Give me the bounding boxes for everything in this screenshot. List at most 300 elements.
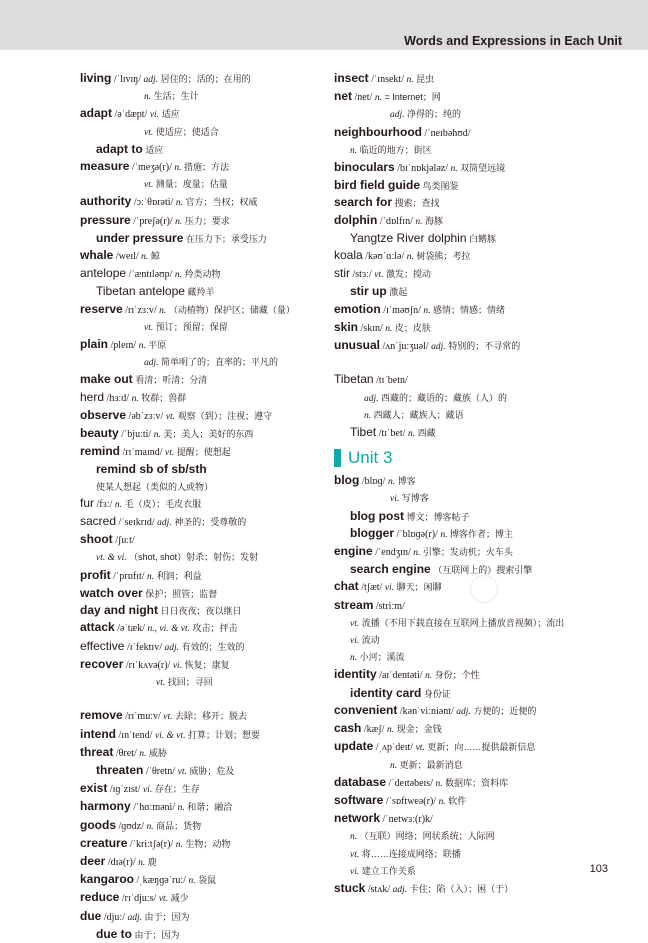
part-of-speech: n. bbox=[387, 477, 396, 488]
page-header-title: Words and Expressions in Each Unit bbox=[404, 34, 622, 48]
phonetic: /ˈblɒɡə(r)/ bbox=[396, 528, 438, 540]
definition: （互联）网络；网状系统；人际网 bbox=[359, 831, 495, 842]
phonetic: /ˈhɑːməni/ bbox=[133, 802, 176, 814]
definition: 博客 bbox=[397, 476, 416, 487]
part-of-speech: n. bbox=[364, 410, 372, 421]
headword-nonbold: herd bbox=[80, 389, 105, 404]
vocab-entry bbox=[80, 495, 325, 513]
vocab-entry bbox=[80, 247, 325, 265]
phonetic: /djuː/ bbox=[103, 911, 125, 923]
part-of-speech: adj. bbox=[164, 642, 180, 653]
definition: 现金；金钱 bbox=[396, 724, 442, 735]
phonetic: /θret/ bbox=[115, 747, 137, 759]
vocab-entry bbox=[80, 780, 325, 798]
vocab-entry bbox=[80, 407, 325, 425]
phonetic: /ˌʌpˈdeɪt/ bbox=[375, 742, 414, 754]
headword: emotion bbox=[334, 301, 381, 316]
headword: threat bbox=[80, 744, 114, 759]
phonetic: /kənˈviːniənt/ bbox=[399, 705, 454, 717]
definition: = Internet；网 bbox=[384, 92, 441, 103]
definition: 平原 bbox=[148, 340, 167, 351]
definition: 生活；生计 bbox=[153, 91, 199, 102]
definition: 找回；寻回 bbox=[167, 676, 213, 687]
part-of-speech: n. bbox=[385, 323, 393, 334]
part-of-speech: n. bbox=[413, 548, 421, 559]
definition: 去除；移开；脱去 bbox=[175, 711, 248, 722]
vocab-entry bbox=[80, 513, 325, 531]
vocab-entry bbox=[80, 301, 325, 319]
vocab-entry bbox=[80, 88, 325, 105]
vocab-entry bbox=[80, 425, 325, 443]
vocab-entry bbox=[80, 656, 325, 674]
unit-heading bbox=[334, 448, 634, 468]
part-of-speech: vi. bbox=[149, 110, 160, 121]
part-of-speech: adj. bbox=[390, 110, 405, 121]
definition: 身份证 bbox=[423, 688, 451, 699]
part-of-speech: n. bbox=[374, 93, 382, 104]
part-of-speech: n. bbox=[138, 341, 146, 352]
part-of-speech: vt. bbox=[144, 127, 154, 138]
headword: watch over bbox=[80, 585, 143, 600]
definition: 使某人想起（类似的人或物） bbox=[96, 481, 214, 492]
definition: 看清；听清；分清 bbox=[135, 375, 208, 386]
definition: 引擎；发动机；火车头 bbox=[422, 547, 513, 558]
part-of-speech: n. bbox=[177, 803, 185, 814]
headword: database bbox=[334, 774, 387, 789]
headword: blog post bbox=[350, 508, 404, 523]
headword: recover bbox=[80, 656, 124, 671]
phonetic: /ɔːˈθɒrəti/ bbox=[133, 197, 174, 209]
vocab-entry bbox=[80, 212, 325, 230]
phonetic: /ɡʊdz/ bbox=[118, 820, 144, 832]
phonetic: /ˈnetwɜː(r)k/ bbox=[382, 814, 433, 826]
vocab-entry bbox=[80, 531, 325, 549]
vocab-entry bbox=[334, 615, 634, 632]
spacer bbox=[80, 691, 325, 707]
headword: due bbox=[80, 908, 102, 923]
part-of-speech: n. bbox=[390, 760, 398, 771]
definition: （动植物）保护区；储藏（量） bbox=[168, 304, 295, 315]
definition: 威胁；危及 bbox=[189, 765, 235, 776]
phonetic: /pleɪn/ bbox=[110, 340, 137, 352]
phonetic: /ˈkriːtʃə(r)/ bbox=[129, 838, 174, 850]
headword: exist bbox=[80, 781, 108, 796]
part-of-speech: n. bbox=[153, 430, 161, 441]
definition: 保护；照管；监督 bbox=[145, 588, 218, 599]
phonetic: /əbˈzɜːv/ bbox=[128, 410, 164, 422]
vocab-entry bbox=[334, 407, 634, 424]
vocab-entry bbox=[80, 871, 325, 889]
phonetic: /ʃuːt/ bbox=[115, 535, 135, 547]
vocab-entry bbox=[334, 490, 634, 507]
vocab-entry bbox=[80, 744, 325, 762]
headword: skin bbox=[334, 319, 359, 334]
headword: neighbourhood bbox=[334, 124, 422, 139]
vocab-entry bbox=[80, 371, 325, 388]
definition: 观察（到）；注视；遵守 bbox=[177, 410, 273, 421]
definition: 身份；个性 bbox=[434, 670, 480, 681]
phonetic: /əˈtæk/ bbox=[117, 623, 145, 635]
vocab-entry bbox=[334, 880, 634, 898]
definition: 感情；情感；情绪 bbox=[433, 304, 506, 315]
headword-nonbold: stir bbox=[334, 266, 350, 281]
part-of-speech: vt. bbox=[165, 448, 175, 459]
part-of-speech: n. bbox=[131, 393, 139, 404]
part-of-speech: adj. bbox=[431, 342, 446, 353]
vocab-entry bbox=[334, 106, 634, 123]
vocab-entry bbox=[334, 774, 634, 792]
definition: 写博客 bbox=[401, 493, 429, 504]
phonetic: /rɪˈkʌvə(r)/ bbox=[125, 659, 171, 671]
headword: remove bbox=[80, 708, 123, 723]
definition: 激发；搅动 bbox=[386, 269, 432, 280]
unit-marker-bar bbox=[334, 449, 341, 467]
part-of-speech: n. bbox=[440, 529, 448, 540]
headword-nonbold: sacred bbox=[80, 514, 117, 529]
phonetic: /ˈæntɪləʊp/ bbox=[128, 269, 173, 281]
part-of-speech: n. bbox=[386, 725, 395, 736]
phonetic: /ˈlɪvɪŋ/ bbox=[113, 74, 142, 85]
headword: plain bbox=[80, 337, 109, 352]
definition: 鸟类图鉴 bbox=[422, 181, 459, 192]
definition: （shot, shot）射杀；射伤；发射 bbox=[129, 552, 259, 563]
headword: creature bbox=[80, 835, 128, 850]
vocab-entry bbox=[80, 105, 325, 123]
vocab-entry bbox=[80, 141, 325, 158]
headword: bird field guide bbox=[334, 178, 420, 193]
vocab-entry bbox=[334, 720, 634, 738]
definition: 聊天；闲聊 bbox=[396, 582, 442, 593]
phonetic: /ˈbjuːti/ bbox=[121, 429, 152, 441]
vocab-entry bbox=[80, 798, 325, 816]
part-of-speech: n. bbox=[435, 778, 443, 789]
definition: 简单明了的；直率的；平凡的 bbox=[161, 357, 279, 368]
headword: stir up bbox=[350, 284, 387, 299]
headword: harmony bbox=[80, 799, 131, 814]
phonetic: /stʌk/ bbox=[367, 883, 391, 895]
part-of-speech: n. bbox=[350, 653, 358, 664]
vocab-entry bbox=[334, 543, 634, 561]
definition: 威胁 bbox=[148, 747, 167, 758]
part-of-speech: n. bbox=[406, 75, 414, 85]
definition: 和谐；融洽 bbox=[187, 802, 233, 813]
phonetic: /tʃæt/ bbox=[361, 582, 383, 594]
vocab-entry bbox=[334, 649, 634, 666]
headword: remind sb of sb/sth bbox=[96, 462, 207, 477]
definition: 西藏 bbox=[417, 428, 436, 439]
headword: identity card bbox=[350, 685, 422, 700]
vocab-entry bbox=[334, 390, 634, 407]
part-of-speech: vi. bbox=[390, 494, 400, 505]
part-of-speech: n. bbox=[350, 145, 358, 156]
part-of-speech: n. bbox=[350, 832, 358, 843]
headword: beauty bbox=[80, 426, 119, 441]
headword: remind bbox=[80, 444, 121, 459]
headword-nonbold: Tibetan bbox=[334, 372, 374, 387]
definition: 建立工作关系 bbox=[361, 865, 416, 876]
definition: 测量；度量；估量 bbox=[155, 179, 228, 190]
definition: 方便的；近便的 bbox=[473, 705, 537, 716]
phonetic: /rɪˈdjuːs/ bbox=[121, 893, 157, 905]
phonetic: /tɪˈbetn/ bbox=[376, 375, 408, 387]
part-of-speech: n. bbox=[174, 163, 182, 174]
definition: 羚类动物 bbox=[184, 269, 221, 280]
vocab-entry bbox=[80, 762, 325, 780]
headword: threaten bbox=[96, 762, 144, 777]
definition: 恢复；康复 bbox=[184, 659, 230, 670]
vocab-entry bbox=[80, 726, 325, 744]
part-of-speech: n. bbox=[144, 92, 152, 103]
headword: software bbox=[334, 792, 384, 807]
phonetic: /ˈseɪkrɪd/ bbox=[118, 517, 155, 529]
definition: 措施；方法 bbox=[184, 162, 230, 173]
vocab-entry bbox=[80, 443, 325, 461]
part-of-speech: vi. bbox=[384, 583, 395, 594]
vocab-entry bbox=[80, 336, 325, 354]
phonetic: /rɪˈzɜːv/ bbox=[125, 304, 157, 316]
headword: deer bbox=[80, 853, 106, 868]
phonetic: /dɪə(r)/ bbox=[107, 856, 136, 868]
part-of-speech: vi. bbox=[350, 636, 360, 647]
phonetic: /ɪnˈtend/ bbox=[118, 729, 153, 741]
part-of-speech: n. bbox=[188, 876, 196, 887]
phonetic: /ˈθretn/ bbox=[145, 765, 176, 777]
phonetic: /ˈdɒlfɪn/ bbox=[379, 215, 413, 227]
part-of-speech: n. bbox=[415, 216, 423, 227]
part-of-speech: n. bbox=[159, 305, 167, 316]
vocab-entry bbox=[80, 619, 325, 637]
phonetic: /tɪˈbet/ bbox=[378, 428, 406, 440]
vocab-entry bbox=[80, 567, 325, 585]
definition: 减少 bbox=[170, 893, 189, 904]
definition: 博客作者；博主 bbox=[450, 528, 514, 539]
definition: 更新；最新消息 bbox=[399, 759, 463, 770]
definition: 鹿 bbox=[147, 856, 157, 867]
vocab-entry bbox=[334, 177, 634, 194]
part-of-speech: n. bbox=[147, 571, 155, 582]
part-of-speech: vt. & vi. bbox=[96, 553, 127, 564]
vocab-entry bbox=[334, 212, 634, 230]
definition: 提醒；使想起 bbox=[176, 447, 231, 458]
definition: 存在；生存 bbox=[154, 784, 200, 795]
part-of-speech: n. bbox=[146, 821, 154, 832]
vocab-entry bbox=[80, 585, 325, 602]
part-of-speech: n. bbox=[425, 671, 433, 682]
definition: 卡住；陷（入）；困（于） bbox=[409, 883, 514, 894]
headword: search engine bbox=[350, 562, 431, 577]
part-of-speech: n. bbox=[175, 216, 183, 227]
headword: profit bbox=[80, 567, 111, 582]
headword: dolphin bbox=[334, 212, 378, 227]
definition: 搜索；查找 bbox=[394, 198, 440, 209]
part-of-speech: vt. bbox=[177, 766, 187, 777]
definition: 博文；博客帖子 bbox=[406, 511, 470, 522]
part-of-speech: adj. bbox=[456, 706, 471, 717]
right-column-top-list bbox=[334, 70, 634, 442]
definition: 攻击；抨击 bbox=[192, 623, 238, 634]
headword-nonbold: fur bbox=[80, 495, 95, 510]
headword: goods bbox=[80, 817, 116, 832]
definition: 白鳍豚 bbox=[469, 233, 497, 244]
definition: 日日夜夜；夜以继日 bbox=[160, 606, 242, 617]
headword: day and night bbox=[80, 603, 158, 618]
definition: 居住的；活的；在用的 bbox=[160, 74, 251, 84]
part-of-speech: n. bbox=[139, 748, 147, 759]
definition: 海豚 bbox=[425, 215, 444, 226]
headword: identity bbox=[334, 667, 377, 682]
phonetic: /ˈprɒfɪt/ bbox=[113, 570, 145, 582]
vocab-entry bbox=[80, 158, 325, 176]
definition: 双筒望远镜 bbox=[460, 163, 506, 174]
definition: 适应 bbox=[161, 109, 180, 120]
phonetic: /bɪˈnɒkjələz/ bbox=[397, 163, 448, 175]
definition: 西藏的；藏语的；藏族（人）的 bbox=[381, 392, 508, 403]
vocab-entry bbox=[80, 853, 325, 871]
vocab-entry bbox=[334, 632, 634, 649]
headword: chat bbox=[334, 579, 359, 594]
vocab-entry bbox=[80, 889, 325, 907]
definition: 商品；货物 bbox=[156, 820, 202, 831]
headword: make out bbox=[80, 372, 133, 387]
phonetic: /rɪˈmuːv/ bbox=[125, 711, 161, 723]
phonetic: /ˈsɒftweə(r)/ bbox=[385, 795, 437, 807]
phonetic: /striːm/ bbox=[375, 600, 405, 612]
definition: 净得的；纯的 bbox=[407, 109, 462, 120]
headword: unusual bbox=[334, 338, 381, 353]
definition: 鲸 bbox=[150, 251, 160, 262]
vocab-entry bbox=[80, 70, 325, 88]
headword-nonbold: Yangtze River dolphin bbox=[350, 230, 467, 245]
headword: stuck bbox=[334, 880, 366, 895]
part-of-speech: vi. & vt. bbox=[154, 730, 186, 741]
headword: living bbox=[80, 71, 112, 85]
vocab-entry bbox=[334, 265, 634, 283]
part-of-speech: n. bbox=[175, 198, 183, 209]
unit-title: Unit 3 bbox=[348, 448, 393, 468]
definition: 激起 bbox=[389, 287, 408, 298]
definition: 打算；计划；想要 bbox=[188, 729, 261, 740]
vocab-entry bbox=[80, 461, 325, 478]
part-of-speech: vt. bbox=[350, 618, 360, 629]
vocab-entry bbox=[334, 666, 634, 684]
watermark-seal bbox=[470, 575, 498, 603]
vocab-entry bbox=[80, 817, 325, 835]
phonetic: /ɪˈməʊʃn/ bbox=[383, 304, 421, 316]
definition: 数据库；资料库 bbox=[445, 777, 509, 788]
headword: adapt to bbox=[96, 141, 143, 156]
vocab-entry bbox=[334, 472, 634, 490]
headword: measure bbox=[80, 159, 130, 174]
definition: 使适应；使适合 bbox=[155, 126, 219, 137]
vocab-entry bbox=[334, 757, 634, 774]
phonetic: /kəʊˈɑːlə/ bbox=[365, 251, 405, 263]
part-of-speech: n., vi. & vt. bbox=[147, 624, 190, 635]
headword: blog bbox=[334, 473, 360, 488]
phonetic: /ˈpreʃə(r)/ bbox=[133, 215, 173, 227]
headword: shoot bbox=[80, 532, 113, 547]
definition: 小河；溪流 bbox=[359, 652, 405, 663]
vocab-entry bbox=[334, 792, 634, 810]
part-of-speech: n. bbox=[175, 839, 183, 850]
vocab-entry bbox=[334, 810, 634, 828]
vocab-entry bbox=[334, 337, 634, 355]
headword: network bbox=[334, 811, 381, 826]
definition: 昆虫 bbox=[416, 74, 435, 84]
headword: reduce bbox=[80, 890, 120, 905]
phonetic: /weɪl/ bbox=[115, 251, 139, 263]
vocab-entry bbox=[334, 508, 634, 525]
definition: 预订；预留；保留 bbox=[155, 321, 228, 332]
definition: 毛（皮）；毛皮衣服 bbox=[124, 498, 202, 509]
headword: due to bbox=[96, 926, 132, 941]
definition: 神圣的；受尊敬的 bbox=[174, 517, 247, 528]
vocab-entry bbox=[80, 926, 325, 943]
vocab-entry bbox=[334, 738, 634, 756]
vocab-entry bbox=[80, 176, 325, 193]
part-of-speech: n. bbox=[406, 252, 414, 263]
headword: pressure bbox=[80, 212, 131, 227]
definition: 官方；当权；权威 bbox=[185, 197, 258, 208]
spacer bbox=[334, 355, 634, 371]
vocab-entry bbox=[80, 835, 325, 853]
vocab-entry bbox=[334, 283, 634, 300]
vocab-entry bbox=[80, 549, 325, 566]
part-of-speech: vt. bbox=[165, 411, 176, 422]
definition: 生物；动物 bbox=[185, 838, 231, 849]
definition: 由于；因为 bbox=[144, 911, 190, 922]
phonetic: /aɪˈdentəti/ bbox=[379, 670, 423, 682]
part-of-speech: vt. bbox=[144, 180, 154, 191]
vocab-entry bbox=[334, 828, 634, 845]
definition: 适应 bbox=[145, 144, 164, 155]
part-of-speech: adj. bbox=[364, 393, 379, 404]
definition: 藏羚羊 bbox=[187, 287, 215, 298]
vocab-entry bbox=[80, 908, 325, 926]
vocab-entry bbox=[334, 142, 634, 159]
definition: 在压力下；承受压力 bbox=[185, 233, 267, 244]
part-of-speech: adj. bbox=[392, 884, 408, 895]
headword: blogger bbox=[350, 525, 394, 540]
vocab-entry bbox=[334, 424, 634, 442]
headword: binoculars bbox=[334, 160, 395, 175]
vocab-entry bbox=[80, 230, 325, 247]
vocab-entry bbox=[80, 389, 325, 407]
phonetic: /stɜː/ bbox=[352, 269, 372, 281]
part-of-speech: vt. bbox=[374, 270, 384, 281]
part-of-speech: vt. bbox=[156, 677, 166, 688]
part-of-speech: n. bbox=[450, 164, 458, 175]
part-of-speech: n. bbox=[407, 429, 416, 440]
vocab-entry bbox=[334, 247, 634, 265]
definition: 利润；利益 bbox=[156, 570, 202, 581]
vocab-entry bbox=[80, 354, 325, 371]
definition: 树袋熊；考拉 bbox=[416, 251, 471, 262]
part-of-speech: vi. bbox=[142, 785, 153, 796]
headword: intend bbox=[80, 726, 116, 741]
part-of-speech: adj. bbox=[144, 358, 159, 369]
phonetic: /rɪˈmaɪnd/ bbox=[122, 447, 163, 459]
vocab-entry bbox=[80, 319, 325, 336]
vocab-entry bbox=[80, 479, 325, 495]
headword: stream bbox=[334, 597, 374, 612]
definition: 袋鼠 bbox=[198, 875, 217, 886]
headword: whale bbox=[80, 248, 114, 263]
definition: 由于；因为 bbox=[134, 929, 180, 940]
definition: 流播（不用下载直接在互联网上播放音视频）；流出 bbox=[361, 617, 565, 628]
headword-nonbold: effective bbox=[80, 638, 125, 653]
definition: 更新；向……提供最新信息 bbox=[427, 742, 536, 753]
vocab-entry bbox=[334, 70, 634, 88]
